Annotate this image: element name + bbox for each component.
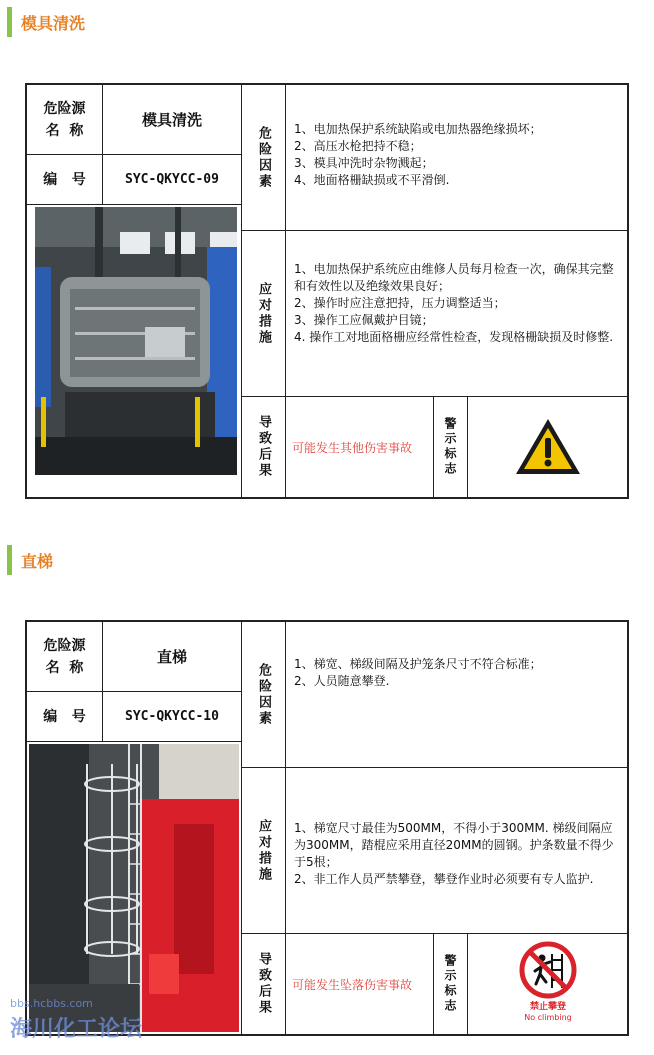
number-label-cell — [27, 155, 103, 205]
measures-label: 应对措施 — [256, 281, 271, 346]
consequence-cell — [286, 397, 434, 497]
sign-label-cell — [434, 397, 468, 497]
sign-text-cn: 禁止攀登 — [529, 1002, 566, 1012]
section-title-text: 模具清洗 — [21, 13, 86, 33]
factors-label: 危险因素 — [256, 662, 271, 727]
consequence-text: 可能发生其他伤害事故 — [292, 440, 413, 455]
section-accent-bar — [7, 545, 12, 575]
measures-label: 应对措施 — [256, 818, 271, 883]
sign-cell — [468, 934, 627, 1034]
watermark-url: bbs.hcbbs.com — [10, 997, 93, 1010]
number-label: 编 号 — [43, 171, 86, 188]
factor-item: 4、地面格栅缺损或不平滑倒. — [294, 173, 450, 187]
measure-item: 2、操作时应注意把持，压力调整适当； — [294, 296, 506, 310]
hazard-card-1 — [25, 83, 629, 499]
photo-cell — [27, 205, 242, 497]
measure-item: 1、梯宽尺寸最佳为500MM，不得小于300MM. 梯级间隔应为300MM，踏棍应采用直径20MM的圆钢。护条数量不得少于5根； — [294, 821, 614, 869]
number-value: SYC-QKYCC-10 — [125, 709, 219, 724]
sign-label-cell — [434, 934, 468, 1034]
measure-item: 3、操作工应佩戴护目镜； — [294, 313, 434, 327]
section-title-text: 直梯 — [21, 551, 54, 571]
measures-label-cell — [242, 768, 286, 934]
number-label: 编 号 — [43, 708, 86, 725]
hazard-card-2 — [25, 620, 629, 1036]
number-cell — [103, 692, 242, 742]
warning-triangle-icon — [513, 416, 583, 478]
number-label-cell — [27, 692, 103, 742]
factor-item: 2、高压水枪把持不稳； — [294, 139, 422, 153]
section-title-1 — [7, 7, 85, 37]
consequence-text: 可能发生坠落伤害事故 — [292, 977, 413, 992]
consequence-label: 导致后果 — [256, 415, 271, 479]
ladder-photo — [29, 744, 239, 1032]
measures-cell — [286, 231, 627, 397]
number-value: SYC-QKYCC-09 — [125, 172, 219, 187]
consequence-label-cell — [242, 934, 286, 1034]
no-climbing-sign-icon — [518, 940, 578, 1000]
factors-cell — [286, 622, 627, 768]
section-accent-bar — [7, 7, 12, 37]
hazard-name-label: 危险源 名 称 — [43, 100, 86, 139]
measure-item: 4. 操作工对地面格栅应经常性检查，发现格栅缺损及时修整. — [294, 330, 614, 344]
measure-item: 2、非工作人员严禁攀登，攀登作业时必须要有专人监护. — [294, 872, 594, 886]
hazard-name-value: 模具清洗 — [141, 111, 202, 129]
hazard-name-cell — [103, 85, 242, 155]
consequence-label-cell — [242, 397, 286, 497]
watermark-name: 海川化工论坛 — [10, 1017, 143, 1042]
measures-cell — [286, 768, 627, 934]
sign-text-en: No climbing — [524, 1013, 572, 1022]
sign-cell — [468, 397, 627, 497]
mold-cleaning-photo — [35, 207, 237, 475]
section-title-2 — [7, 545, 53, 575]
factor-item: 2、人员随意攀登. — [294, 674, 390, 688]
hazard-name-value: 直梯 — [156, 648, 187, 666]
hazard-name-cell — [103, 622, 242, 692]
vertical-ladder-image — [29, 744, 239, 1032]
mold-cleaning-machine-image — [35, 207, 237, 475]
measure-item: 1、电加热保护系统应由维修人员每月检查一次，确保其完整和有效性以及绝缘效果良好； — [294, 262, 614, 293]
factors-label: 危险因素 — [256, 125, 271, 190]
factors-cell — [286, 85, 627, 231]
factor-item: 1、电加热保护系统缺陷或电加热器绝缘损坏； — [294, 122, 542, 136]
photo-cell — [27, 742, 242, 1034]
factors-label-cell — [242, 85, 286, 231]
sign-label: 警示标志 — [443, 954, 457, 1014]
no-climbing-sign — [508, 940, 588, 1023]
number-cell — [103, 155, 242, 205]
consequence-cell — [286, 934, 434, 1034]
hazard-name-label-cell — [27, 622, 103, 692]
hazard-name-label-cell — [27, 85, 103, 155]
sign-label: 警示标志 — [443, 417, 457, 477]
hazard-name-label: 危险源 名 称 — [43, 637, 86, 676]
factor-item: 1、梯宽、梯级间隔及护笼条尺寸不符合标准； — [294, 657, 542, 671]
factors-label-cell — [242, 622, 286, 768]
factor-item: 3、模具冲洗时杂物溅起； — [294, 156, 434, 170]
measures-label-cell — [242, 231, 286, 397]
consequence-label: 导致后果 — [256, 952, 271, 1016]
